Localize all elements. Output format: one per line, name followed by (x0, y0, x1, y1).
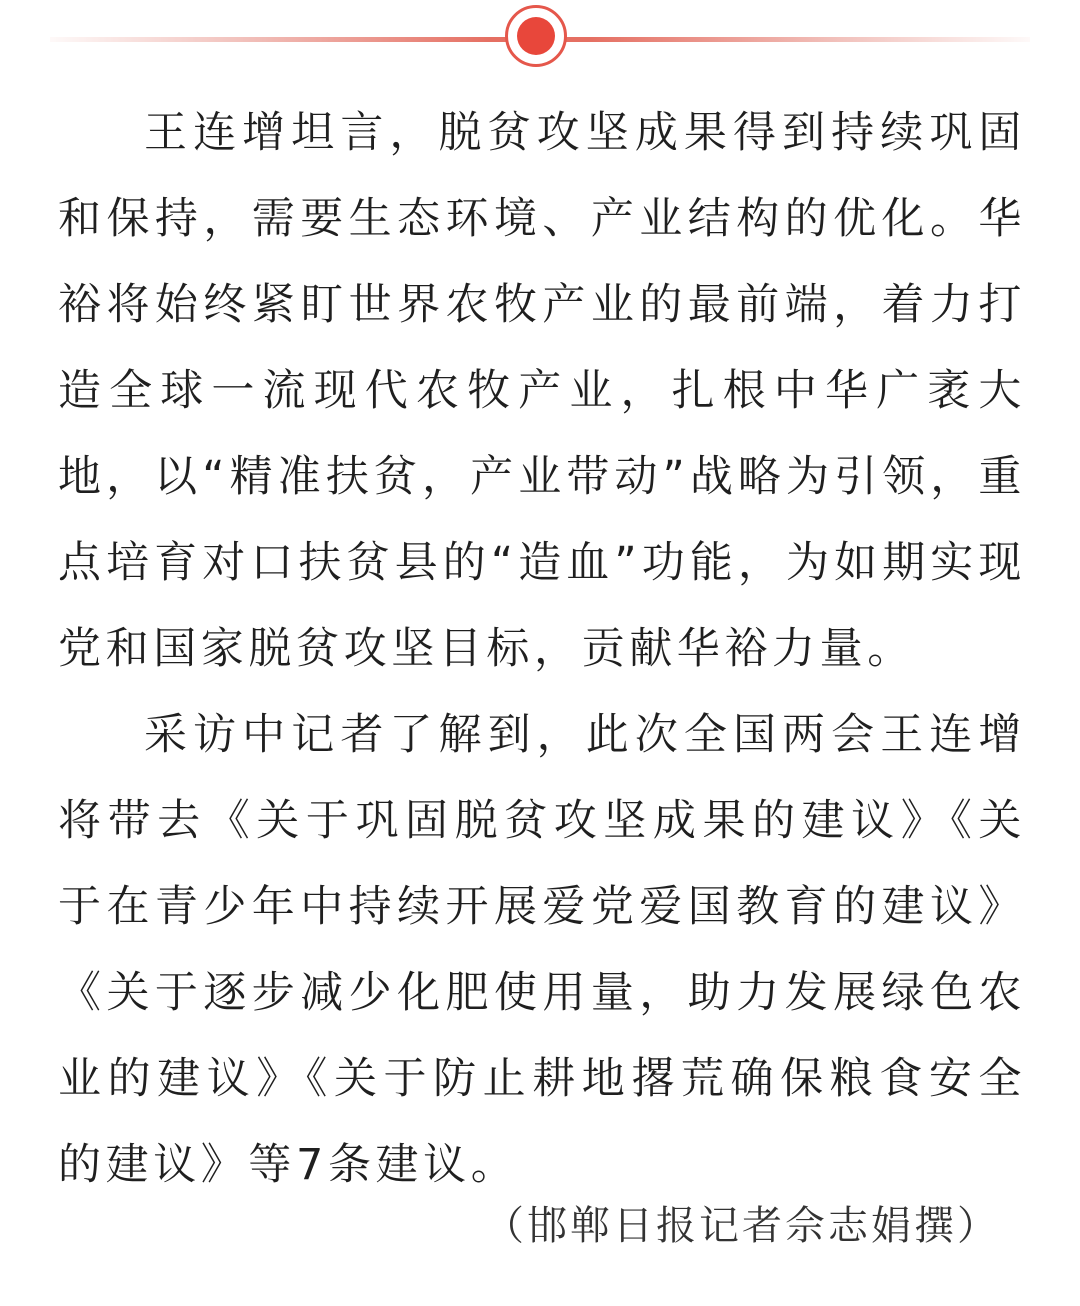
article-body (58, 90, 1026, 1208)
paragraph-2: 采访中记者了解到，此次全国两会王连增将带去《关于巩固脱贫攻坚成果的建议》《关于在青少年中持续开展爱党爱国教育的建议》《关于逐步减少化肥使用量，助力发展绿色农业的建议》《关于防止耕地撂荒确保粮食安全的建议》等7条建议。 (58, 710, 1026, 1190)
section-divider (50, 0, 1030, 80)
paragraph-1: 王连增坦言，脱贫攻坚成果得到持续巩固和保持，需要生态环境、产业结构的优化。华裕将始终紧盯世界农牧产业的最前端，着力打造全球一流现代农牧产业，扎根中华广袤大地，以“精准扶贫，产业带动”战略为引领，重点培育对口扶贫县的“造血”功能，为如期实现党和国家脱贫攻坚目标，贡献华裕力量。 (58, 108, 1026, 674)
reporter-byline: （邯郸日报记者佘志娟撰） (484, 1203, 1000, 1249)
divider-dot-icon (517, 17, 555, 55)
